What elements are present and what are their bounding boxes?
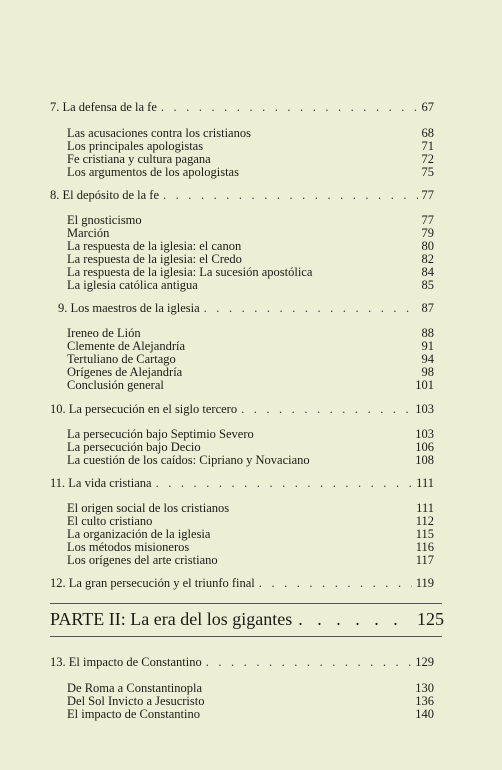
entry-page: 116 — [415, 540, 434, 554]
chapter-title: 7. La defensa de la fe — [50, 100, 157, 114]
leader-dots — [161, 100, 418, 114]
entry-page: 94 — [421, 352, 434, 366]
leader-dots — [204, 301, 418, 315]
entry-title: Del Sol Invicto a Jesucristo — [67, 694, 205, 708]
entry-title: La cuestión de los caídos: Cipriano y Novaciano — [67, 453, 310, 467]
entry-page: 108 — [415, 453, 434, 467]
chapter-page: 111 — [416, 476, 434, 490]
entry-page: 75 — [421, 165, 434, 179]
entry-title: Los métodos misioneros — [67, 540, 190, 554]
entry-title: La persecución bajo Decio — [67, 440, 201, 454]
entry-page: 117 — [415, 553, 434, 567]
entry-title: Los argumentos de los apologistas — [67, 165, 239, 179]
part-page: 125 — [417, 609, 444, 629]
divider-bottom — [50, 636, 442, 637]
leader-dots — [259, 576, 412, 590]
entry-page: 98 — [421, 365, 434, 379]
entry-title: De Roma a Constantinopla — [67, 681, 203, 695]
entry-title: Tertuliano de Cartago — [67, 352, 176, 366]
entry-title: Marción — [67, 226, 110, 240]
entry-page: 91 — [421, 339, 434, 353]
leader-dots — [298, 609, 411, 629]
entry-page: 79 — [421, 226, 434, 240]
chapter-page: 119 — [415, 576, 434, 590]
entry-page: 136 — [415, 694, 434, 708]
entry-title: La respuesta de la iglesia: el canon — [67, 239, 242, 253]
entry-page: 140 — [415, 707, 434, 721]
part-heading — [50, 609, 444, 629]
chapter-page: 129 — [415, 655, 434, 669]
entry-page: 115 — [415, 527, 434, 541]
entry-title: Orígenes de Alejandría — [67, 365, 183, 379]
entry-page: 80 — [421, 239, 434, 253]
leader-dots — [241, 402, 411, 416]
entry-page: 101 — [415, 378, 434, 392]
toc-entry — [67, 379, 434, 392]
entry-title: La persecución bajo Septimio Severo — [67, 427, 254, 441]
toc-entry — [67, 554, 434, 567]
chapter-title: 9. Los maestros de la iglesia — [58, 301, 200, 315]
chapter-9-heading — [58, 301, 434, 315]
entry-page: 111 — [416, 501, 434, 515]
chapter-title: 10. La persecución en el siglo tercero — [50, 402, 238, 416]
entry-page: 112 — [415, 514, 434, 528]
entry-title: Los orígenes del arte cristiano — [67, 553, 218, 567]
chapter-title: 13. El impacto de Constantino — [50, 655, 202, 669]
entry-page: 103 — [415, 427, 434, 441]
entry-title: El gnosticismo — [67, 213, 142, 227]
chapter-page: 87 — [421, 301, 434, 315]
entry-title: Fe cristiana y cultura pagana — [67, 152, 211, 166]
entry-page: 85 — [421, 278, 434, 292]
chapter-11-heading — [50, 476, 434, 490]
entry-page: 71 — [421, 139, 434, 153]
toc-entry — [67, 214, 434, 227]
toc-entry — [67, 279, 434, 292]
leader-dots — [206, 655, 412, 669]
chapter-title: 12. La gran persecución y el triunfo final — [50, 576, 255, 590]
leader-dots — [163, 188, 418, 202]
chapter-page: 77 — [421, 188, 434, 202]
entry-title: La iglesia católica antigua — [67, 278, 198, 292]
chapter-page: 67 — [421, 100, 434, 114]
entry-title: La organización de la iglesia — [67, 527, 211, 541]
chapter-7-heading — [50, 100, 434, 114]
chapter-page: 103 — [415, 402, 434, 416]
toc-entry — [67, 454, 434, 467]
toc-entry — [67, 166, 434, 179]
entry-title: La respuesta de la iglesia: el Credo — [67, 252, 242, 266]
entry-title: El impacto de Constantino — [67, 707, 200, 721]
entry-title: Las acusaciones contra los cristianos — [67, 126, 251, 140]
chapter-12-heading — [50, 576, 434, 590]
entry-title: Clemente de Alejandría — [67, 339, 186, 353]
chapter-10-heading — [50, 402, 434, 416]
entry-page: 72 — [421, 152, 434, 166]
entry-page: 88 — [421, 326, 434, 340]
entry-title: Ireneo de Lión — [67, 326, 141, 340]
chapter-title: 8. El depósito de la fe — [50, 188, 159, 202]
entry-page: 106 — [415, 440, 434, 454]
entry-page: 84 — [421, 265, 434, 279]
entry-page: 68 — [421, 126, 434, 140]
entry-title: El culto cristiano — [67, 514, 153, 528]
entry-page: 82 — [421, 252, 434, 266]
entry-title: Los principales apologistas — [67, 139, 204, 153]
entry-title: Conclusión general — [67, 378, 164, 392]
chapter-8-heading — [50, 188, 434, 202]
chapter-title: 11. La vida cristiana — [50, 476, 152, 490]
entry-title: El origen social de los cristianos — [67, 501, 230, 515]
entry-title: La respuesta de la iglesia: La sucesión apostólica — [67, 265, 313, 279]
leader-dots — [156, 476, 413, 490]
toc-entry — [67, 708, 434, 721]
part-title: PARTE II: La era del los gigantes — [50, 609, 293, 629]
entry-page: 77 — [421, 213, 434, 227]
chapter-13-heading — [50, 655, 434, 669]
entry-page: 130 — [415, 681, 434, 695]
divider-top — [50, 603, 442, 604]
